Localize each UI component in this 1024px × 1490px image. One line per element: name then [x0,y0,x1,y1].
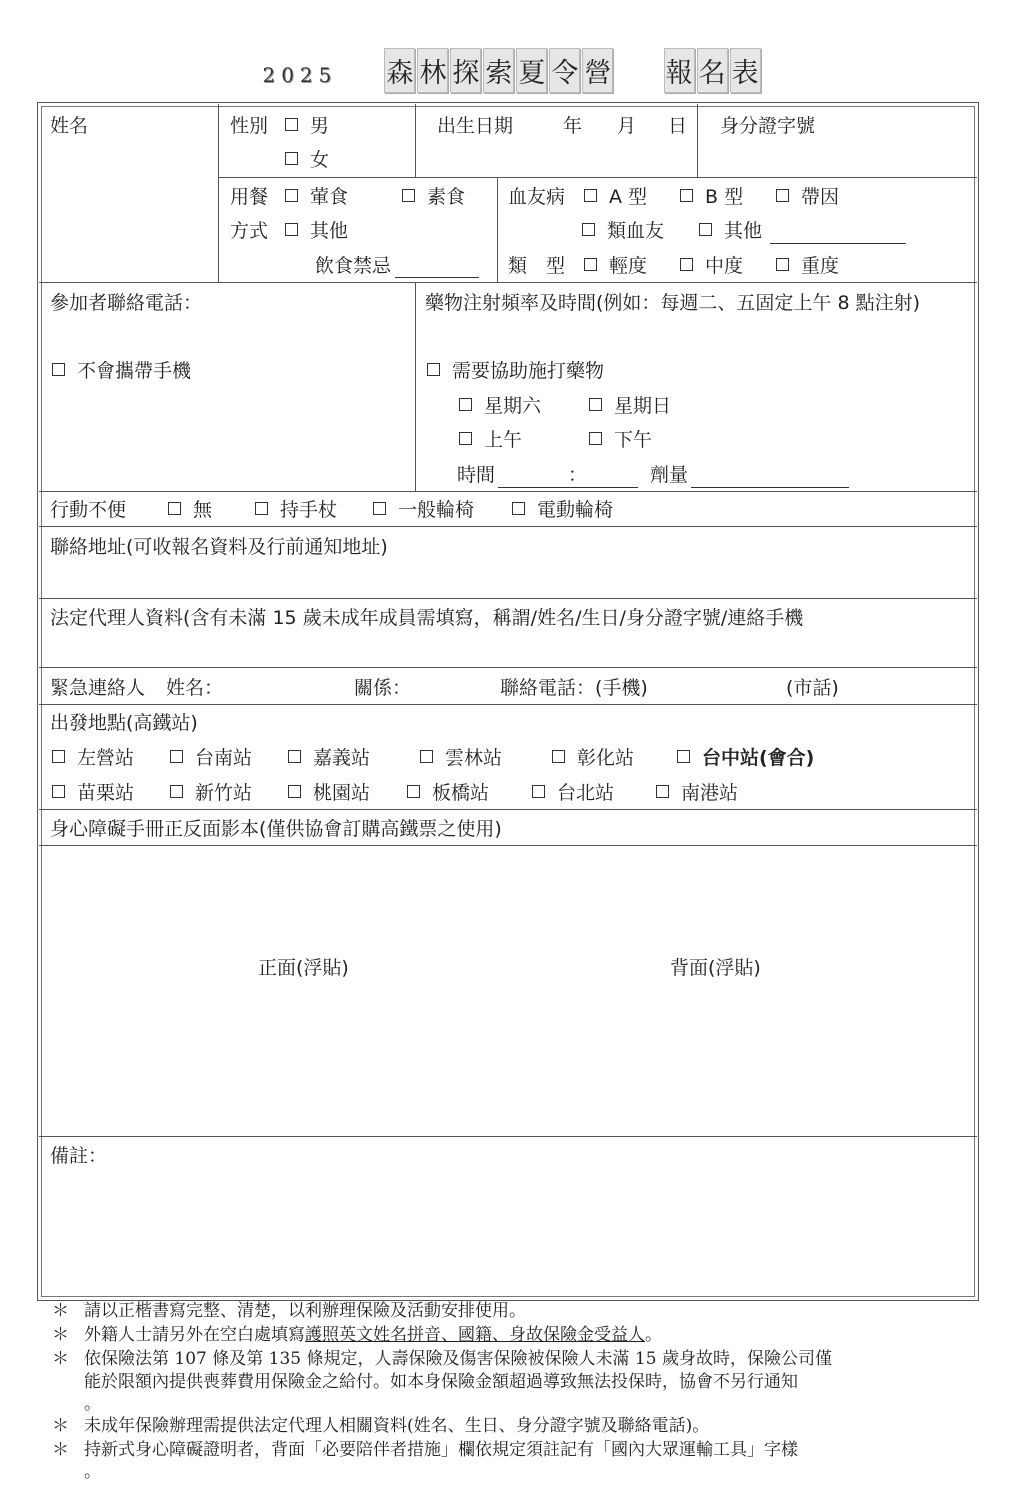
address-label: 聯絡地址(可收報名資料及行前通知地址) [50,536,388,558]
title-char: 探 [450,48,481,93]
title-char: 森 [384,48,415,93]
station-option[interactable] [52,749,134,768]
checkbox[interactable] [532,785,545,798]
saturday-label: 星期六 [484,395,542,417]
title-suffix [663,48,762,93]
checkbox[interactable] [512,502,525,515]
checkbox[interactable] [584,189,597,202]
sunday-option[interactable] [589,397,671,416]
checkbox[interactable] [168,502,181,515]
emergency-mobile-label: 聯絡電話：(手機) [500,677,648,699]
afternoon-label: 下午 [614,429,653,451]
gender-male-option[interactable] [285,117,329,136]
gender-label: 性別 [230,115,269,137]
checkbox[interactable] [459,432,472,445]
checkbox[interactable] [589,432,602,445]
id-number-label: 身分證字號 [720,115,816,137]
station-option[interactable] [52,784,134,803]
front-paste-area-label: 正面(浮貼) [258,957,349,979]
hemo-b-option[interactable] [680,188,743,207]
checkbox[interactable] [584,258,597,271]
divider [39,704,977,705]
station-option[interactable] [656,784,738,803]
station-option[interactable] [552,749,634,768]
meal-label-line1: 用餐 [230,186,269,208]
checkbox[interactable] [589,398,602,411]
station-label: 嘉義站 [313,747,371,769]
note-2-part-b: 護照英文姓名拼音、國籍、身故保險金受益人 [305,1325,645,1345]
checkbox[interactable] [776,258,789,271]
dose-blank[interactable] [691,487,849,488]
station-option[interactable] [407,784,489,803]
station-label: 左營站 [77,747,135,769]
divider [39,1136,977,1137]
divider [39,667,977,668]
mobility-label: 行動不便 [50,499,127,521]
divider [497,177,498,282]
time-label: 時間 [457,464,496,486]
sunday-label: 星期日 [614,395,672,417]
station-option[interactable] [532,784,614,803]
dose-label: 劑量 [650,464,689,486]
station-option[interactable] [170,749,252,768]
checkbox[interactable] [52,785,65,798]
severity-label: 類 型 [508,255,566,277]
checkbox[interactable] [552,750,565,763]
station-label: 南港站 [681,782,739,804]
checkbox[interactable] [407,785,420,798]
meal-veg-label: 素食 [427,186,466,208]
hemo-carrier-label: 帶因 [801,186,840,208]
participant-phone-label: 參加者聯絡電話： [50,292,203,314]
emergency-name-label: 姓名： [166,677,224,699]
hemo-a-option[interactable] [584,188,647,207]
mobility-wheelchair-option[interactable] [373,501,474,520]
title-year: 2025 [262,63,338,87]
meal-meat-option[interactable] [285,188,348,207]
severity-severe-option[interactable] [776,257,839,276]
need-help-label: 需要協助施打藥物 [452,360,605,382]
divider [39,526,977,527]
title-char: 營 [582,48,613,93]
note-4: 未成年保險辦理需提供法定代理人相關資料(姓名、生日、身分證字號及聯絡電話)。 [84,1416,710,1436]
title-name [383,48,614,93]
title-char: 林 [417,48,448,93]
inner-border [41,106,975,1297]
emergency-relation-label: 關係： [354,677,412,699]
no-phone-option[interactable] [52,362,191,381]
mobility-wheelchair-label: 一般輪椅 [398,499,475,521]
note-3-line3: 。 [84,1394,101,1414]
checkbox[interactable] [680,189,693,202]
hemo-other-option[interactable] [699,222,762,241]
note-2-part-a: 外籍人士請另外在空白處填寫 [84,1325,305,1345]
note-5-line2: 。 [84,1462,101,1482]
station-option[interactable] [420,749,502,768]
mobility-none-label: 無 [193,499,213,521]
time-blank[interactable] [498,487,638,488]
station-label: 台中站(會合) [702,747,815,769]
note-3-line2: 能於限額內提供喪葬費用保險金之給付。如本身保險金額超過導致無法投保時，協會不另行通知 [84,1372,798,1392]
note-bullet: ＊ [52,1440,69,1460]
checkbox[interactable] [285,223,298,236]
gender-male-label: 男 [310,115,330,137]
checkbox[interactable] [776,189,789,202]
checkbox[interactable] [52,750,65,763]
mobility-electric-option[interactable] [512,501,613,520]
station-label: 新竹站 [195,782,253,804]
disability-card-label: 身心障礙手冊正反面影本(僅供協會訂購高鐵票之使用) [50,818,502,840]
checkbox[interactable] [420,750,433,763]
birth-day-unit: 日 [668,115,688,137]
hemo-other-label: 其他 [724,220,763,242]
station-option[interactable] [170,784,252,803]
title-char: 索 [483,48,514,93]
checkbox[interactable] [285,152,298,165]
hemophilia-label: 血友病 [508,186,566,208]
emergency-landline-label: (市話) [786,677,839,699]
checkbox[interactable] [255,502,268,515]
birth-year-unit: 年 [563,115,583,137]
station-label: 苗栗站 [77,782,135,804]
time-colon: ： [568,464,588,486]
birth-month-unit: 月 [617,115,637,137]
need-help-option[interactable] [427,362,604,381]
divider [39,598,977,599]
note-bullet: ＊ [52,1325,69,1345]
morning-label: 上午 [484,429,523,451]
note-3-line1: 依保險法第 107 條及第 135 條規定，人壽保險及傷害保險被保險人未滿 15 歲身故時，保險公司僅 [84,1349,832,1369]
divider [415,104,416,177]
no-phone-label: 不會攜帶手機 [77,360,192,382]
severity-moderate-option[interactable] [680,257,743,276]
note-bullet: ＊ [52,1301,69,1321]
station-option[interactable] [288,749,370,768]
departure-label: 出發地點(高鐵站) [50,712,198,734]
station-label: 桃園站 [313,782,371,804]
gender-female-label: 女 [310,149,330,171]
birth-label: 出生日期 [437,115,514,137]
note-bullet: ＊ [52,1416,69,1436]
title-char: 令 [549,48,580,93]
morning-option[interactable] [459,431,522,450]
saturday-option[interactable] [459,397,541,416]
emergency-contact-label: 緊急連絡人 [50,677,146,699]
severity-mild-option[interactable] [584,257,647,276]
checkbox[interactable] [288,750,301,763]
checkbox[interactable] [285,189,298,202]
diet-taboo-blank[interactable] [395,277,479,278]
afternoon-option[interactable] [589,431,652,450]
checkbox[interactable] [170,750,183,763]
note-5-line1: 持新式身心障礙證明者，背面「必要陪伴者措施」欄依規定須註記有「國內大眾運輸工具」字樣 [84,1440,798,1460]
hemo-a-label: A 型 [609,186,648,208]
meal-other-label: 其他 [310,220,349,242]
meal-label-line2: 方式 [230,220,269,242]
diet-taboo-label: 飲食禁忌 [315,255,392,277]
divider [39,282,977,283]
station-option-meeting[interactable] [677,749,814,768]
divider [218,104,219,282]
divider [39,845,977,846]
station-label: 板橋站 [432,782,490,804]
mobility-none-option[interactable] [168,501,212,520]
divider [39,809,977,810]
note-1: 請以正楷書寫完整、清楚，以利辦理保險及活動安排使用。 [84,1301,526,1321]
name-label: 姓名 [50,115,89,137]
checkbox[interactable] [288,785,301,798]
mobility-cane-option[interactable] [255,501,337,520]
note-bullet: ＊ [52,1349,69,1369]
remarks-label: 備註： [50,1145,108,1167]
checkbox[interactable] [677,750,690,763]
mobility-cane-label: 持手杖 [280,499,338,521]
back-paste-area-label: 背面(浮貼) [670,957,761,979]
checkbox[interactable] [656,785,669,798]
checkbox[interactable] [699,223,712,236]
divider [697,104,698,177]
meal-meat-label: 葷食 [310,186,349,208]
severity-severe-label: 重度 [801,255,840,277]
severity-mild-label: 輕度 [609,255,648,277]
note-2-part-c: 。 [645,1325,662,1345]
checkbox[interactable] [427,363,440,376]
station-label: 台南站 [195,747,253,769]
meal-other-option[interactable] [285,222,348,241]
hemo-other-blank[interactable] [770,243,906,244]
hemo-like-label: 類血友 [607,220,665,242]
title-char: 表 [730,48,761,93]
hemo-like-option[interactable] [582,222,664,241]
checkbox[interactable] [582,223,595,236]
checkbox[interactable] [52,363,65,376]
guardian-label: 法定代理人資料(含有未滿 15 歲未成年成員需填寫，稱謂/姓名/生日/身分證字號/連絡手機 [50,607,804,629]
checkbox[interactable] [402,189,415,202]
medication-schedule-label: 藥物注射頻率及時間(例如：每週二、五固定上午 8 點注射) [425,292,920,314]
station-label: 雲林站 [445,747,503,769]
hemo-b-label: B 型 [705,186,744,208]
title-char: 報 [664,48,695,93]
note-2 [84,1327,662,1344]
severity-moderate-label: 中度 [705,255,744,277]
meal-veg-option[interactable] [402,188,465,207]
station-label: 彰化站 [577,747,635,769]
mobility-electric-label: 電動輪椅 [537,499,614,521]
checkbox[interactable] [373,502,386,515]
checkbox[interactable] [459,398,472,411]
divider [39,491,977,492]
title-char: 夏 [516,48,547,93]
station-option[interactable] [288,784,370,803]
divider [218,177,977,178]
checkbox[interactable] [680,258,693,271]
checkbox[interactable] [285,118,298,131]
checkbox[interactable] [170,785,183,798]
divider [415,282,416,491]
hemo-carrier-option[interactable] [776,188,839,207]
station-label: 台北站 [557,782,615,804]
title-char: 名 [697,48,728,93]
gender-female-option[interactable] [285,151,329,170]
form-title [0,48,1024,93]
